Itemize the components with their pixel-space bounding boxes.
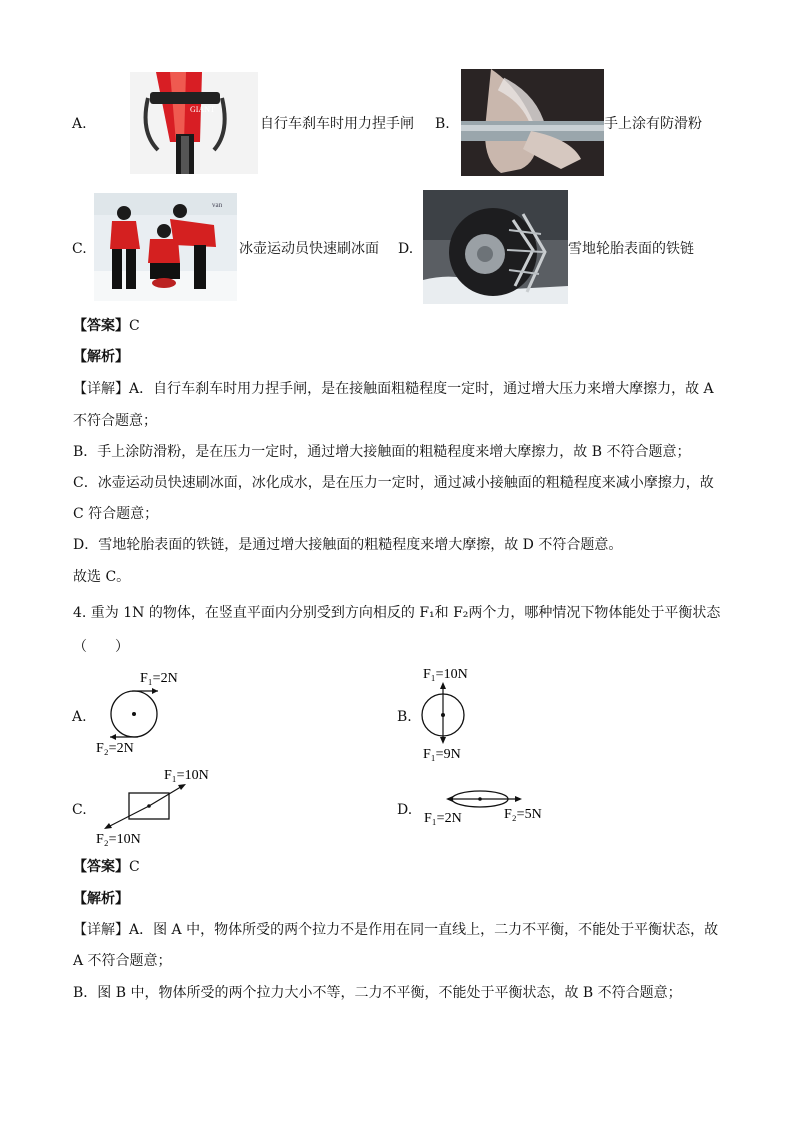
option-a-text: 自行车刹车时用力捏手闸 (260, 116, 414, 132)
force-label: F₁=10N (164, 768, 209, 783)
answer-label: 【答案】 (73, 318, 129, 334)
svg-text:van: van (212, 201, 223, 209)
option-d-letter: D. (398, 241, 414, 257)
option-a-letter: A. (72, 116, 87, 132)
option-b-letter: B. (435, 116, 450, 132)
q4-figure-c (92, 765, 222, 847)
q3-analysis-line: 【详解】A．自行车刹车时用力捏手闸，是在接触面粗糙程度一定时，通过增大压力来增大摩擦力，故 A (73, 381, 714, 397)
q4-figure-d (418, 784, 558, 830)
q3-analysis-label: 【解析】 (73, 349, 129, 365)
force-label: F₁=9N (423, 747, 461, 762)
force-label: F₂=5N (504, 807, 542, 822)
q4-analysis-line: 【详解】A．图 A 中，物体所受的两个拉力不是作用在同一直线上，二力不平衡，不能处于平衡状态，故 (73, 922, 719, 938)
q4-figure-b (415, 660, 495, 764)
q4-figure-a (92, 668, 202, 756)
q4-analysis-line: B．图 B 中，物体所受的两个拉力大小不等，二力不平衡，不能处于平衡状态，故 B 不符合题意； (73, 985, 682, 1001)
force-label: F₂=10N (96, 832, 141, 847)
q4-option-c-letter: C. (72, 802, 87, 818)
q4-stem: 4. 重为 1N 的物体，在竖直平面内分别受到方向相反的 F₁和 F₂两个力，哪种情况下物体能处于平衡状态 (73, 605, 721, 621)
force-label: F₁=2N (424, 811, 462, 826)
q4-paren: （ ） (73, 639, 129, 655)
option-d-text: 雪地轮胎表面的铁链 (568, 241, 694, 257)
hand-chalk-photo (461, 69, 604, 176)
answer-value: C (129, 318, 140, 334)
answer-value: C (129, 859, 140, 875)
option-c-letter: C. (72, 241, 87, 257)
force-label: F₁=2N (140, 671, 178, 686)
q4-option-d-letter: D. (397, 802, 413, 818)
option-c-text: 冰壶运动员快速刷冰面 (239, 241, 379, 257)
q4-analysis-line: A 不符合题意； (73, 953, 172, 969)
answer-label: 【答案】 (73, 859, 129, 875)
q3-analysis-line: D．雪地轮胎表面的铁链，是通过增大接触面的粗糙程度来增大摩擦，故 D 不符合题意。 (73, 537, 623, 553)
q4-answer (73, 857, 140, 877)
bicycle-brake-photo (130, 72, 258, 174)
q3-analysis-line: 故选 C。 (73, 569, 131, 585)
svg-text:GIANT: GIANT (190, 105, 215, 114)
curling-photo (94, 193, 237, 301)
option-b-text: 手上涂有防滑粉 (604, 116, 702, 132)
q3-analysis-line: C 符合题意； (73, 506, 159, 522)
q4-option-a-letter: A. (72, 709, 87, 725)
force-label: F₁=10N (423, 667, 468, 682)
force-label: F₂=2N (96, 741, 134, 756)
q4-option-b-letter: B. (397, 709, 412, 725)
snow-chain-photo (423, 190, 568, 304)
q3-analysis-line: C．冰壶运动员快速刷冰面，冰化成水，是在压力一定时，通过减小接触面的粗糙程度来减小摩擦力，故 (73, 475, 714, 491)
q3-analysis-line: B．手上涂防滑粉，是在压力一定时，通过增大接触面的粗糙程度来增大摩擦力，故 B 不符合题意； (73, 444, 691, 460)
q4-analysis-label: 【解析】 (73, 891, 129, 907)
q3-analysis-line: 不符合题意； (73, 413, 157, 429)
q3-answer (73, 316, 140, 336)
